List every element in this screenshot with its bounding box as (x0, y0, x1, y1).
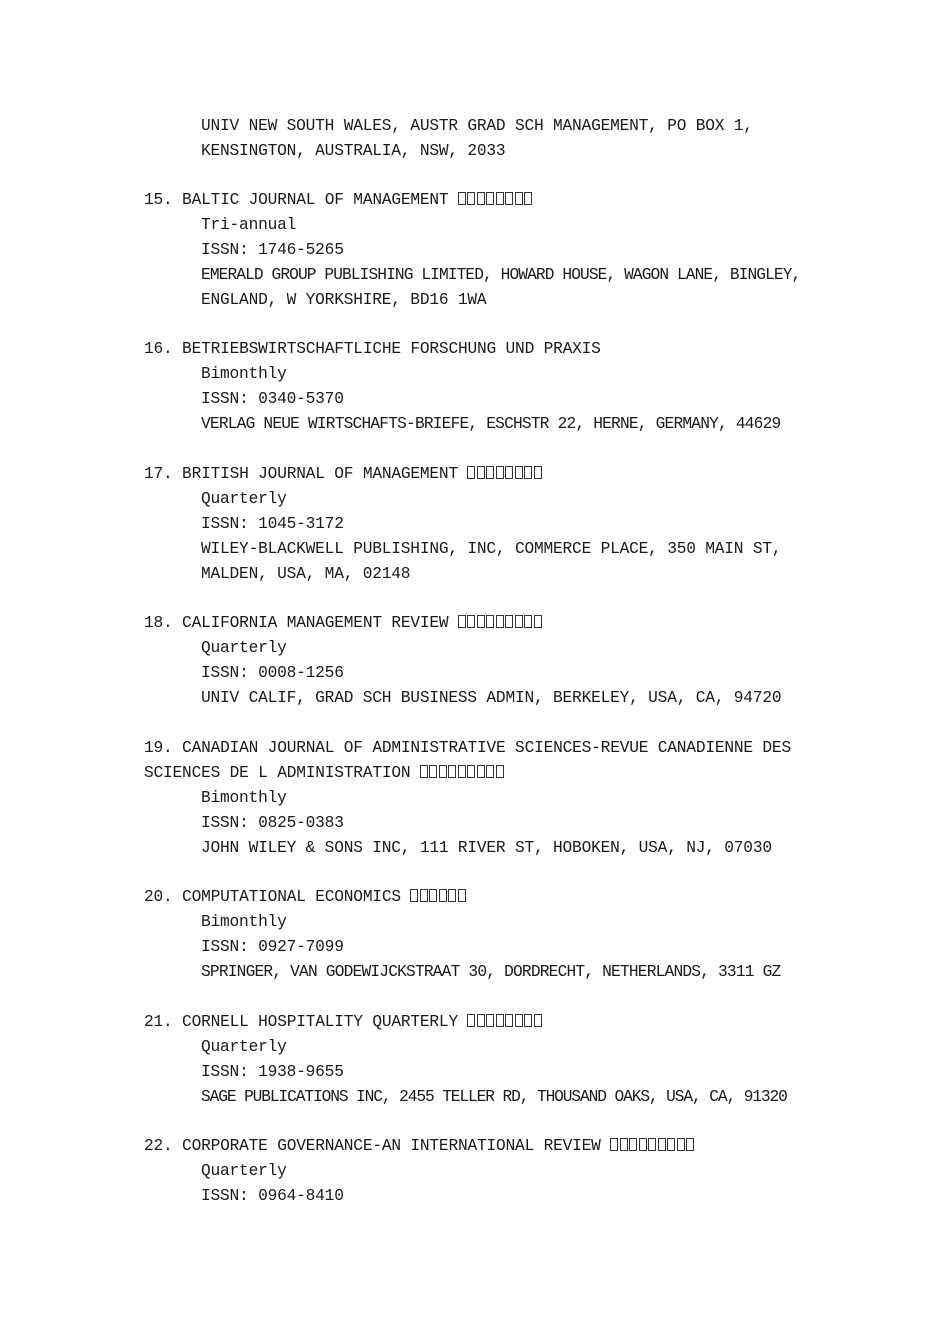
issn: ISSN: 0008-1256 (201, 664, 344, 682)
journal-title: 18. CALIFORNIA MANAGEMENT REVIEW (144, 613, 543, 633)
address-line: SPRINGER, VAN GODEWIJCKSTRAAT 30, DORDRECHT, NETHERLANDS, 3311 GZ (201, 963, 781, 981)
address-line: KENSINGTON, AUSTRALIA, NSW, 2033 (201, 142, 506, 160)
issn: ISSN: 0927-7099 (201, 938, 344, 956)
journal-title-continued: SCIENCES DE L ADMINISTRATION (144, 763, 505, 783)
frequency: Tri-annual (201, 216, 297, 234)
frequency: Quarterly (201, 490, 287, 508)
journal-title: 15. BALTIC JOURNAL OF MANAGEMENT (144, 190, 534, 210)
missing-glyph-icon (458, 614, 544, 632)
issn: ISSN: 0825-0383 (201, 814, 344, 832)
missing-glyph-icon (610, 1137, 696, 1155)
address-line: UNIV NEW SOUTH WALES, AUSTR GRAD SCH MANAGEMENT, PO BOX 1, (201, 117, 753, 135)
issn: ISSN: 0964-8410 (201, 1187, 344, 1205)
journal-title: 16. BETRIEBSWIRTSCHAFTLICHE FORSCHUNG UND PRAXIS (144, 340, 601, 358)
issn: ISSN: 1746-5265 (201, 241, 344, 259)
journal-title: 17. BRITISH JOURNAL OF MANAGEMENT (144, 464, 543, 484)
address-line: UNIV CALIF, GRAD SCH BUSINESS ADMIN, BERKELEY, USA, CA, 94720 (201, 689, 782, 707)
frequency: Bimonthly (201, 365, 287, 383)
address-line: JOHN WILEY & SONS INC, 111 RIVER ST, HOBOKEN, USA, NJ, 07030 (201, 839, 772, 857)
missing-glyph-icon (458, 191, 534, 209)
address-line: WILEY-BLACKWELL PUBLISHING, INC, COMMERCE PLACE, 350 MAIN ST, (201, 540, 782, 558)
address-line: VERLAG NEUE WIRTSCHAFTS-BRIEFE, ESCHSTR 22, HERNE, GERMANY, 44629 (201, 415, 781, 433)
issn: ISSN: 0340-5370 (201, 390, 344, 408)
issn: ISSN: 1938-9655 (201, 1063, 344, 1081)
journal-title: 22. CORPORATE GOVERNANCE-AN INTERNATIONAL REVIEW (144, 1136, 696, 1156)
address-line: EMERALD GROUP PUBLISHING LIMITED, HOWARD HOUSE, WAGON LANE, BINGLEY, (201, 266, 801, 284)
issn: ISSN: 1045-3172 (201, 515, 344, 533)
address-line: MALDEN, USA, MA, 02148 (201, 565, 411, 583)
missing-glyph-icon (467, 1013, 543, 1031)
frequency: Quarterly (201, 1038, 287, 1056)
frequency: Bimonthly (201, 789, 287, 807)
missing-glyph-icon (420, 764, 506, 782)
address-line: ENGLAND, W YORKSHIRE, BD16 1WA (201, 291, 487, 309)
frequency: Quarterly (201, 639, 287, 657)
journal-title: 21. CORNELL HOSPITALITY QUARTERLY (144, 1012, 543, 1032)
frequency: Bimonthly (201, 913, 287, 931)
journal-title: 20. COMPUTATIONAL ECONOMICS (144, 887, 467, 907)
missing-glyph-icon (410, 888, 467, 906)
address-line: SAGE PUBLICATIONS INC, 2455 TELLER RD, THOUSAND OAKS, USA, CA, 91320 (201, 1088, 787, 1106)
missing-glyph-icon (467, 465, 543, 483)
journal-title: 19. CANADIAN JOURNAL OF ADMINISTRATIVE SCIENCES-REVUE CANADIENNE DES (144, 739, 791, 757)
frequency: Quarterly (201, 1162, 287, 1180)
